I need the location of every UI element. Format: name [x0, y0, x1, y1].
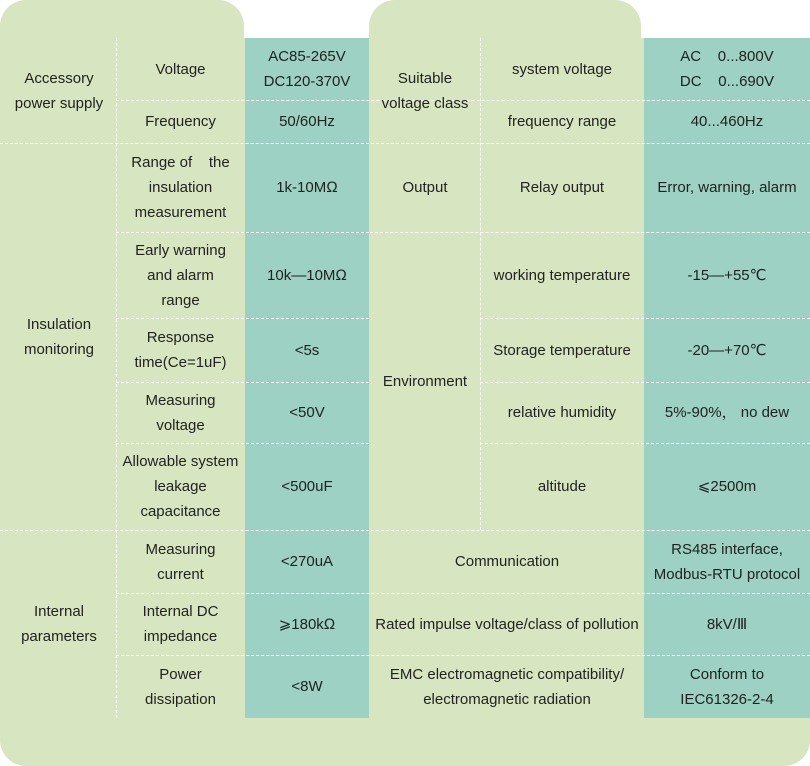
environment-group-label: Environment — [382, 372, 468, 390]
voltage-value — [245, 38, 369, 100]
communication-label: Communication — [454, 553, 560, 570]
system-voltage-ac: AC 0...800V — [680, 48, 774, 65]
relay-value: Error, warning, alarm — [657, 179, 797, 196]
humidity-label: relative humidity — [507, 404, 617, 421]
humidity-value: 5%-90%， no dew — [664, 404, 790, 421]
measuring-voltage-value: <50V — [289, 404, 325, 421]
altitude-value: ⩽2500m — [697, 478, 757, 495]
power-dissipation-value: <8W — [291, 678, 323, 695]
voltage-class-label: Suitable voltage class — [381, 69, 469, 112]
voltage-value-ac: AC85-265V — [268, 48, 346, 65]
storage-temp-value: -20—+70℃ — [687, 341, 767, 359]
range-value: 1k-10MΩ — [276, 179, 338, 196]
power-group-label: Accessory power supply — [14, 69, 104, 112]
voltage-label: Voltage — [155, 60, 206, 78]
frequency-range-value: 40...460Hz — [690, 113, 764, 130]
working-temp-value: -15—+55℃ — [687, 266, 767, 284]
system-voltage-dc: DC 0...690V — [679, 73, 775, 90]
internal-group-label: Internal parameters — [21, 603, 97, 645]
current-label: Measuring current — [145, 540, 216, 583]
system-voltage-value — [644, 38, 810, 100]
response-label: Response time(Ce=1uF) — [134, 329, 227, 371]
communication-value: RS485 interface, Modbus-RTU protocol — [653, 540, 801, 583]
impulse-label: Rated impulse voltage/class of pollution — [375, 615, 639, 633]
working-temp-label: working temperature — [493, 266, 631, 284]
emc-label: EMC electromagnetic compatibility/ electromagnetic radiation — [389, 665, 625, 708]
impedance-value: ⩾180kΩ — [278, 615, 336, 633]
range-label: Range of the insulation measurement — [131, 154, 230, 221]
altitude-label: altitude — [537, 478, 587, 495]
insulation-group-label: Insulation monitoring — [23, 315, 95, 358]
relay-label: Relay output — [519, 179, 605, 196]
storage-temp-label: Storage temperature — [493, 341, 631, 359]
emc-value: Conform to IEC61326-2-4 — [680, 665, 774, 708]
frequency-value: 50/60Hz — [279, 113, 335, 130]
impulse-value: 8kV/Ⅲ — [706, 615, 748, 633]
system-voltage-label: system voltage — [511, 60, 613, 78]
voltage-value-dc: DC120-370V — [263, 73, 351, 90]
impedance-label: Internal DC impedance — [142, 603, 219, 645]
power-dissipation-label: Power dissipation — [145, 665, 216, 708]
output-label: Output — [402, 179, 448, 196]
early-warning-value: 10k—10MΩ — [267, 266, 347, 284]
leakage-value: <500uF — [281, 478, 333, 495]
early-warning-label: Early warning and alarm range — [135, 241, 226, 309]
leakage-label: Allowable system leakage capacitance — [122, 453, 239, 520]
current-value: <270uA — [280, 553, 334, 570]
frequency-range-label: frequency range — [507, 113, 617, 130]
frequency-label: Frequency — [145, 113, 216, 130]
measuring-voltage-label: Measuring voltage — [145, 391, 216, 434]
response-value: <5s — [294, 341, 320, 359]
